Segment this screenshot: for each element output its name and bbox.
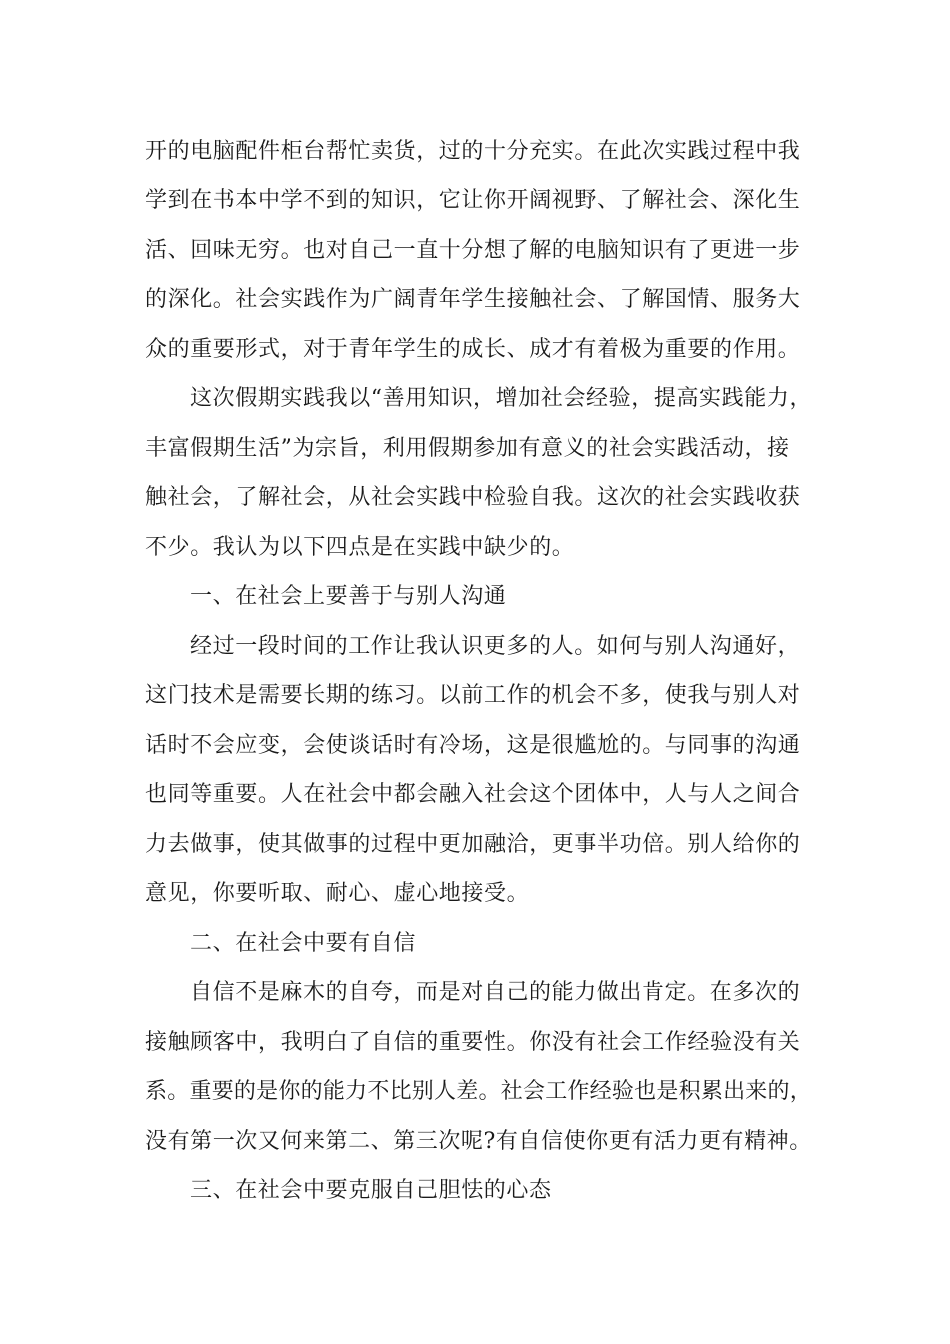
section-heading: 三、在社会中要克服自己胆怯的心态: [190, 1178, 552, 1203]
text-line: 不少。我认为以下四点是在实践中缺少的。: [145, 535, 575, 560]
text-line: 意见，你要听取、耐心、虚心地接受。: [145, 881, 530, 906]
text-line: 丰富假期生活”为宗旨，利用假期参加有意义的社会实践活动，接: [145, 436, 790, 461]
text-line: 力去做事，使其做事的过程中更加融洽，更事半功倍。别人给你的: [145, 832, 801, 857]
text-line: 这次假期实践我以“善用知识，增加社会经验，提高实践能力，: [190, 386, 813, 411]
text-line: 触社会，了解社会，从社会实践中检验自我。这次的社会实践收获: [145, 485, 801, 510]
section-heading: 一、在社会上要善于与别人沟通: [190, 584, 507, 609]
text-line: 的深化。社会实践作为广阔青年学生接触社会、了解国情、服务大: [145, 287, 801, 312]
text-line: 系。重要的是你的能力不比别人差。社会工作经验也是积累出来的，: [145, 1079, 813, 1104]
text-line: 学到在书本中学不到的知识，它让你开阔视野、了解社会、深化生: [145, 188, 801, 213]
text-line: 开的电脑配件柜台帮忙卖货，过的十分充实。在此次实践过程中我: [145, 139, 801, 164]
text-line: 自信不是麻木的自夸，而是对自己的能力做出肯定。在多次的: [190, 980, 801, 1005]
text-line: 这门技术是需要长期的练习。以前工作的机会不多，使我与别人对: [145, 683, 801, 708]
text-line: 经过一段时间的工作让我认识更多的人。如何与别人沟通好，: [190, 634, 801, 659]
text-line: 也同等重要。人在社会中都会融入社会这个团体中，人与人之间合: [145, 782, 801, 807]
text-line: 话时不会应变，会使谈话时有冷场，这是很尴尬的。与同事的沟通: [145, 733, 801, 758]
text-line: 众的重要形式，对于青年学生的成长、成才有着极为重要的作用。: [145, 337, 801, 362]
text-line: 活、回味无穷。也对自己一直十分想了解的电脑知识有了更进一步: [145, 238, 801, 263]
text-line: 接触顾客中，我明白了自信的重要性。你没有社会工作经验没有关: [145, 1030, 801, 1055]
text-line: 没有第一次又何来第二、第三次呢?有自信使你更有活力更有精神。: [145, 1129, 812, 1154]
section-heading: 二、在社会中要有自信: [190, 931, 417, 956]
